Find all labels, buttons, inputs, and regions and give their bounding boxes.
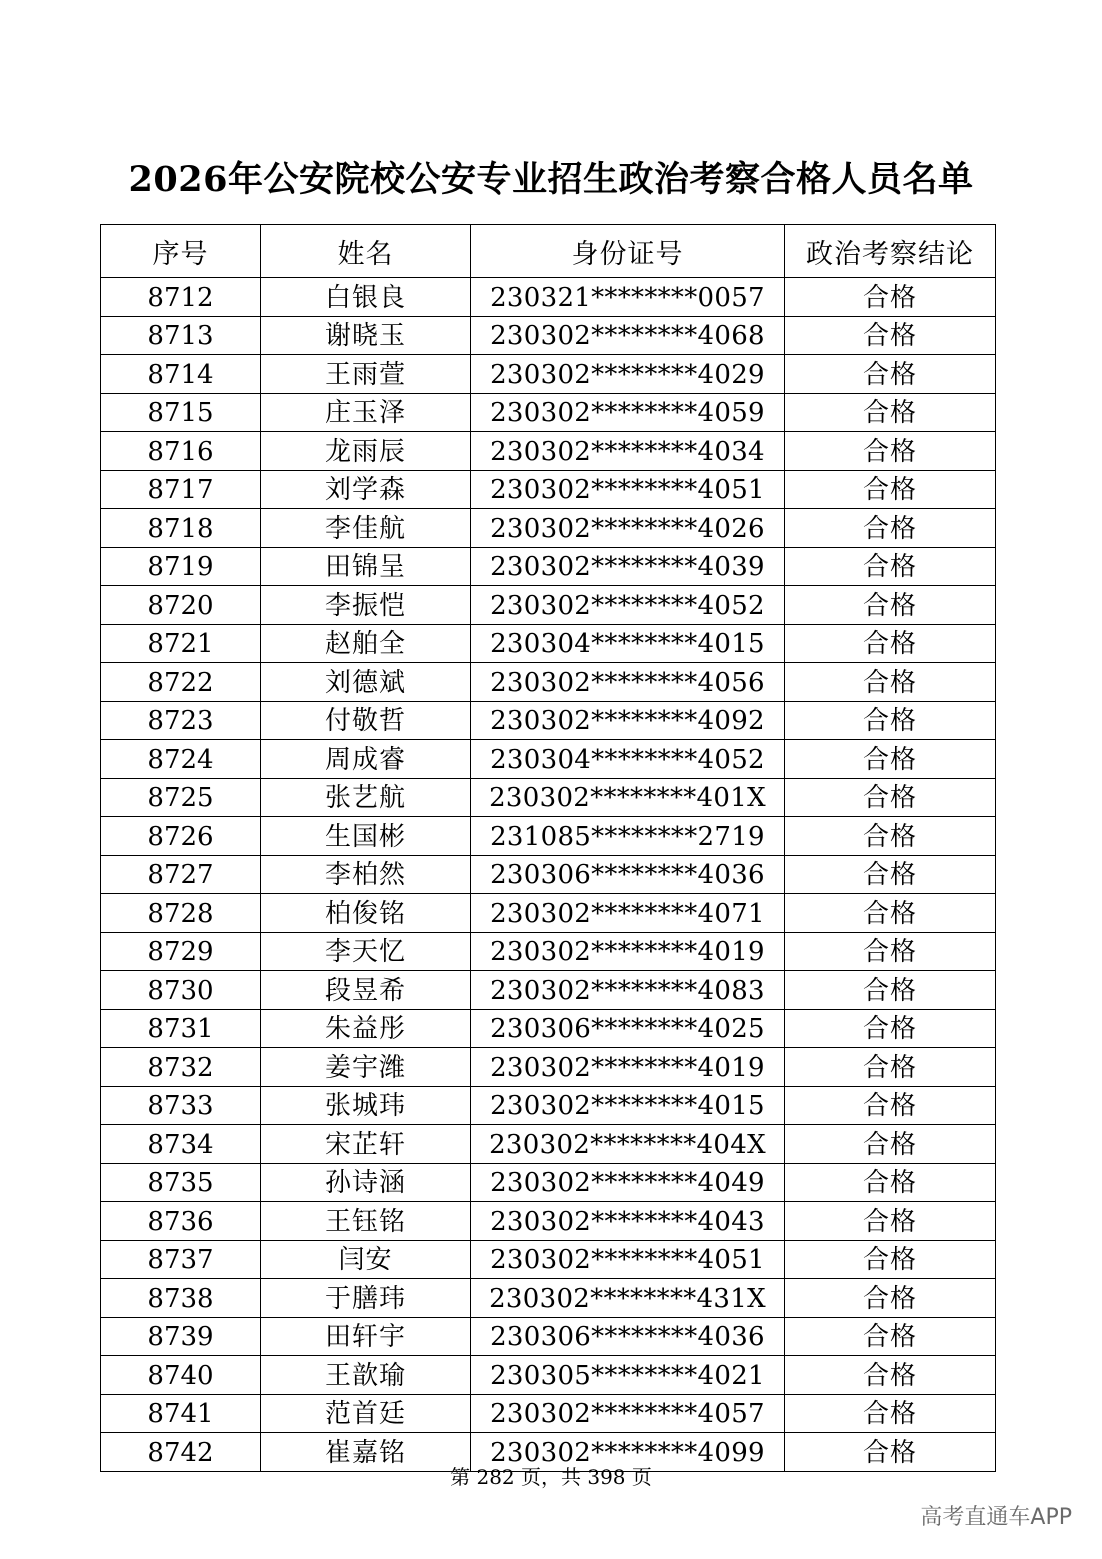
cell-id-number: 230302********4092 xyxy=(471,701,785,740)
table-row xyxy=(101,1048,996,1087)
cell-name: 刘德斌 xyxy=(261,663,471,702)
table-row xyxy=(101,586,996,625)
table-row xyxy=(101,1009,996,1048)
cell-id-number: 230302********404X xyxy=(471,1125,785,1164)
cell-id-number: 230302********4059 xyxy=(471,393,785,432)
cell-id-number: 230302********4015 xyxy=(471,1086,785,1125)
cell-result: 合格 xyxy=(785,740,996,779)
cell-number: 8734 xyxy=(101,1125,261,1164)
cell-name: 李振恺 xyxy=(261,586,471,625)
column-header-id-number: 身份证号 xyxy=(471,225,785,278)
table-row xyxy=(101,663,996,702)
cell-result: 合格 xyxy=(785,278,996,317)
cell-number: 8728 xyxy=(101,894,261,933)
cell-id-number: 230302********4056 xyxy=(471,663,785,702)
cell-result: 合格 xyxy=(785,1240,996,1279)
cell-number: 8720 xyxy=(101,586,261,625)
cell-result: 合格 xyxy=(785,509,996,548)
table-row xyxy=(101,817,996,856)
cell-result: 合格 xyxy=(785,817,996,856)
table-row xyxy=(101,1317,996,1356)
cell-id-number: 230302********4052 xyxy=(471,586,785,625)
cell-number: 8713 xyxy=(101,316,261,355)
cell-id-number: 230306********4025 xyxy=(471,1009,785,1048)
cell-name: 刘学森 xyxy=(261,470,471,509)
cell-id-number: 230302********4039 xyxy=(471,547,785,586)
cell-id-number: 230302********4099 xyxy=(471,1433,785,1472)
cell-id-number: 230321********0057 xyxy=(471,278,785,317)
cell-id-number: 231085********2719 xyxy=(471,817,785,856)
cell-id-number: 230302********4083 xyxy=(471,971,785,1010)
cell-id-number: 230302********431X xyxy=(471,1279,785,1318)
cell-result: 合格 xyxy=(785,932,996,971)
cell-name: 孙诗涵 xyxy=(261,1163,471,1202)
cell-name: 王雨萱 xyxy=(261,355,471,394)
cell-result: 合格 xyxy=(785,316,996,355)
cell-id-number: 230305********4021 xyxy=(471,1356,785,1395)
cell-number: 8725 xyxy=(101,778,261,817)
cell-id-number: 230302********401X xyxy=(471,778,785,817)
cell-name: 周成睿 xyxy=(261,740,471,779)
cell-name: 龙雨辰 xyxy=(261,432,471,471)
cell-id-number: 230302********4043 xyxy=(471,1202,785,1241)
table-row xyxy=(101,355,996,394)
table-row xyxy=(101,1394,996,1433)
cell-id-number: 230304********4015 xyxy=(471,624,785,663)
table-row xyxy=(101,1356,996,1395)
cell-name: 崔嘉铭 xyxy=(261,1433,471,1472)
cell-name: 田锦呈 xyxy=(261,547,471,586)
cell-name: 李柏然 xyxy=(261,855,471,894)
cell-result: 合格 xyxy=(785,355,996,394)
page-footer: 第 282 页，共 398 页 xyxy=(450,1465,652,1489)
cell-id-number: 230302********4026 xyxy=(471,509,785,548)
cell-id-number: 230304********4052 xyxy=(471,740,785,779)
cell-name: 范首廷 xyxy=(261,1394,471,1433)
cell-number: 8731 xyxy=(101,1009,261,1048)
cell-number: 8717 xyxy=(101,470,261,509)
cell-id-number: 230302********4051 xyxy=(471,1240,785,1279)
table-row xyxy=(101,1202,996,1241)
table-row xyxy=(101,316,996,355)
cell-number: 8730 xyxy=(101,971,261,1010)
table-row xyxy=(101,971,996,1010)
cell-number: 8721 xyxy=(101,624,261,663)
cell-id-number: 230302********4019 xyxy=(471,1048,785,1087)
page-title: 2026年公安院校公安专业招生政治考察合格人员名单 xyxy=(128,159,974,200)
cell-result: 合格 xyxy=(785,971,996,1010)
cell-result: 合格 xyxy=(785,1163,996,1202)
table-row xyxy=(101,278,996,317)
table-row xyxy=(101,432,996,471)
cell-name: 于膳玮 xyxy=(261,1279,471,1318)
cell-name: 生国彬 xyxy=(261,817,471,856)
table-header-row xyxy=(101,225,996,278)
cell-number: 8712 xyxy=(101,278,261,317)
cell-result: 合格 xyxy=(785,432,996,471)
cell-result: 合格 xyxy=(785,1394,996,1433)
cell-result: 合格 xyxy=(785,624,996,663)
cell-id-number: 230302********4057 xyxy=(471,1394,785,1433)
cell-result: 合格 xyxy=(785,663,996,702)
watermark: 高考直通车APP xyxy=(920,1505,1072,1530)
cell-result: 合格 xyxy=(785,1317,996,1356)
table-row xyxy=(101,509,996,548)
cell-number: 8723 xyxy=(101,701,261,740)
cell-id-number: 230306********4036 xyxy=(471,1317,785,1356)
cell-id-number: 230302********4034 xyxy=(471,432,785,471)
table-row xyxy=(101,894,996,933)
cell-name: 庄玉泽 xyxy=(261,393,471,432)
cell-id-number: 230306********4036 xyxy=(471,855,785,894)
cell-number: 8736 xyxy=(101,1202,261,1241)
cell-result: 合格 xyxy=(785,894,996,933)
table-body xyxy=(101,278,996,1472)
cell-name: 谢晓玉 xyxy=(261,316,471,355)
cell-name: 赵舶全 xyxy=(261,624,471,663)
cell-result: 合格 xyxy=(785,1125,996,1164)
cell-result: 合格 xyxy=(785,1086,996,1125)
table-row xyxy=(101,701,996,740)
cell-name: 李佳航 xyxy=(261,509,471,548)
cell-number: 8741 xyxy=(101,1394,261,1433)
cell-result: 合格 xyxy=(785,1202,996,1241)
cell-number: 8735 xyxy=(101,1163,261,1202)
cell-name: 段昱希 xyxy=(261,971,471,1010)
cell-id-number: 230302********4051 xyxy=(471,470,785,509)
cell-name: 李天忆 xyxy=(261,932,471,971)
table-row xyxy=(101,1279,996,1318)
cell-result: 合格 xyxy=(785,1048,996,1087)
table-row xyxy=(101,855,996,894)
cell-number: 8742 xyxy=(101,1433,261,1472)
cell-result: 合格 xyxy=(785,1356,996,1395)
cell-number: 8722 xyxy=(101,663,261,702)
cell-result: 合格 xyxy=(785,1279,996,1318)
cell-number: 8724 xyxy=(101,740,261,779)
cell-number: 8733 xyxy=(101,1086,261,1125)
cell-name: 闫安 xyxy=(261,1240,471,1279)
cell-name: 白银良 xyxy=(261,278,471,317)
cell-name: 宋芷轩 xyxy=(261,1125,471,1164)
cell-result: 合格 xyxy=(785,778,996,817)
cell-name: 田轩宇 xyxy=(261,1317,471,1356)
cell-name: 王歆瑜 xyxy=(261,1356,471,1395)
cell-id-number: 230302********4071 xyxy=(471,894,785,933)
cell-name: 付敬哲 xyxy=(261,701,471,740)
cell-number: 8714 xyxy=(101,355,261,394)
table-row xyxy=(101,547,996,586)
cell-number: 8726 xyxy=(101,817,261,856)
cell-number: 8715 xyxy=(101,393,261,432)
cell-name: 姜宇潍 xyxy=(261,1048,471,1087)
cell-number: 8729 xyxy=(101,932,261,971)
cell-id-number: 230302********4029 xyxy=(471,355,785,394)
cell-result: 合格 xyxy=(785,470,996,509)
table-row xyxy=(101,1125,996,1164)
table-row xyxy=(101,740,996,779)
table-row xyxy=(101,778,996,817)
cell-name: 朱益彤 xyxy=(261,1009,471,1048)
table-row xyxy=(101,1086,996,1125)
cell-name: 张城玮 xyxy=(261,1086,471,1125)
cell-result: 合格 xyxy=(785,1433,996,1472)
cell-number: 8732 xyxy=(101,1048,261,1087)
cell-result: 合格 xyxy=(785,701,996,740)
table-row xyxy=(101,393,996,432)
cell-number: 8739 xyxy=(101,1317,261,1356)
column-header-result: 政治考察结论 xyxy=(785,225,996,278)
cell-id-number: 230302********4019 xyxy=(471,932,785,971)
table-row xyxy=(101,470,996,509)
table-row xyxy=(101,1163,996,1202)
candidate-table xyxy=(100,224,996,1472)
cell-number: 8716 xyxy=(101,432,261,471)
table-row xyxy=(101,1240,996,1279)
cell-name: 张艺航 xyxy=(261,778,471,817)
cell-number: 8740 xyxy=(101,1356,261,1395)
cell-name: 柏俊铭 xyxy=(261,894,471,933)
cell-id-number: 230302********4049 xyxy=(471,1163,785,1202)
table-row xyxy=(101,624,996,663)
cell-name: 王钰铭 xyxy=(261,1202,471,1241)
cell-number: 8719 xyxy=(101,547,261,586)
cell-result: 合格 xyxy=(785,1009,996,1048)
cell-number: 8737 xyxy=(101,1240,261,1279)
table-row xyxy=(101,932,996,971)
cell-result: 合格 xyxy=(785,855,996,894)
cell-result: 合格 xyxy=(785,547,996,586)
cell-number: 8727 xyxy=(101,855,261,894)
column-header-name: 姓名 xyxy=(261,225,471,278)
cell-id-number: 230302********4068 xyxy=(471,316,785,355)
cell-number: 8738 xyxy=(101,1279,261,1318)
column-header-number: 序号 xyxy=(101,225,261,278)
cell-result: 合格 xyxy=(785,393,996,432)
cell-result: 合格 xyxy=(785,586,996,625)
cell-number: 8718 xyxy=(101,509,261,548)
